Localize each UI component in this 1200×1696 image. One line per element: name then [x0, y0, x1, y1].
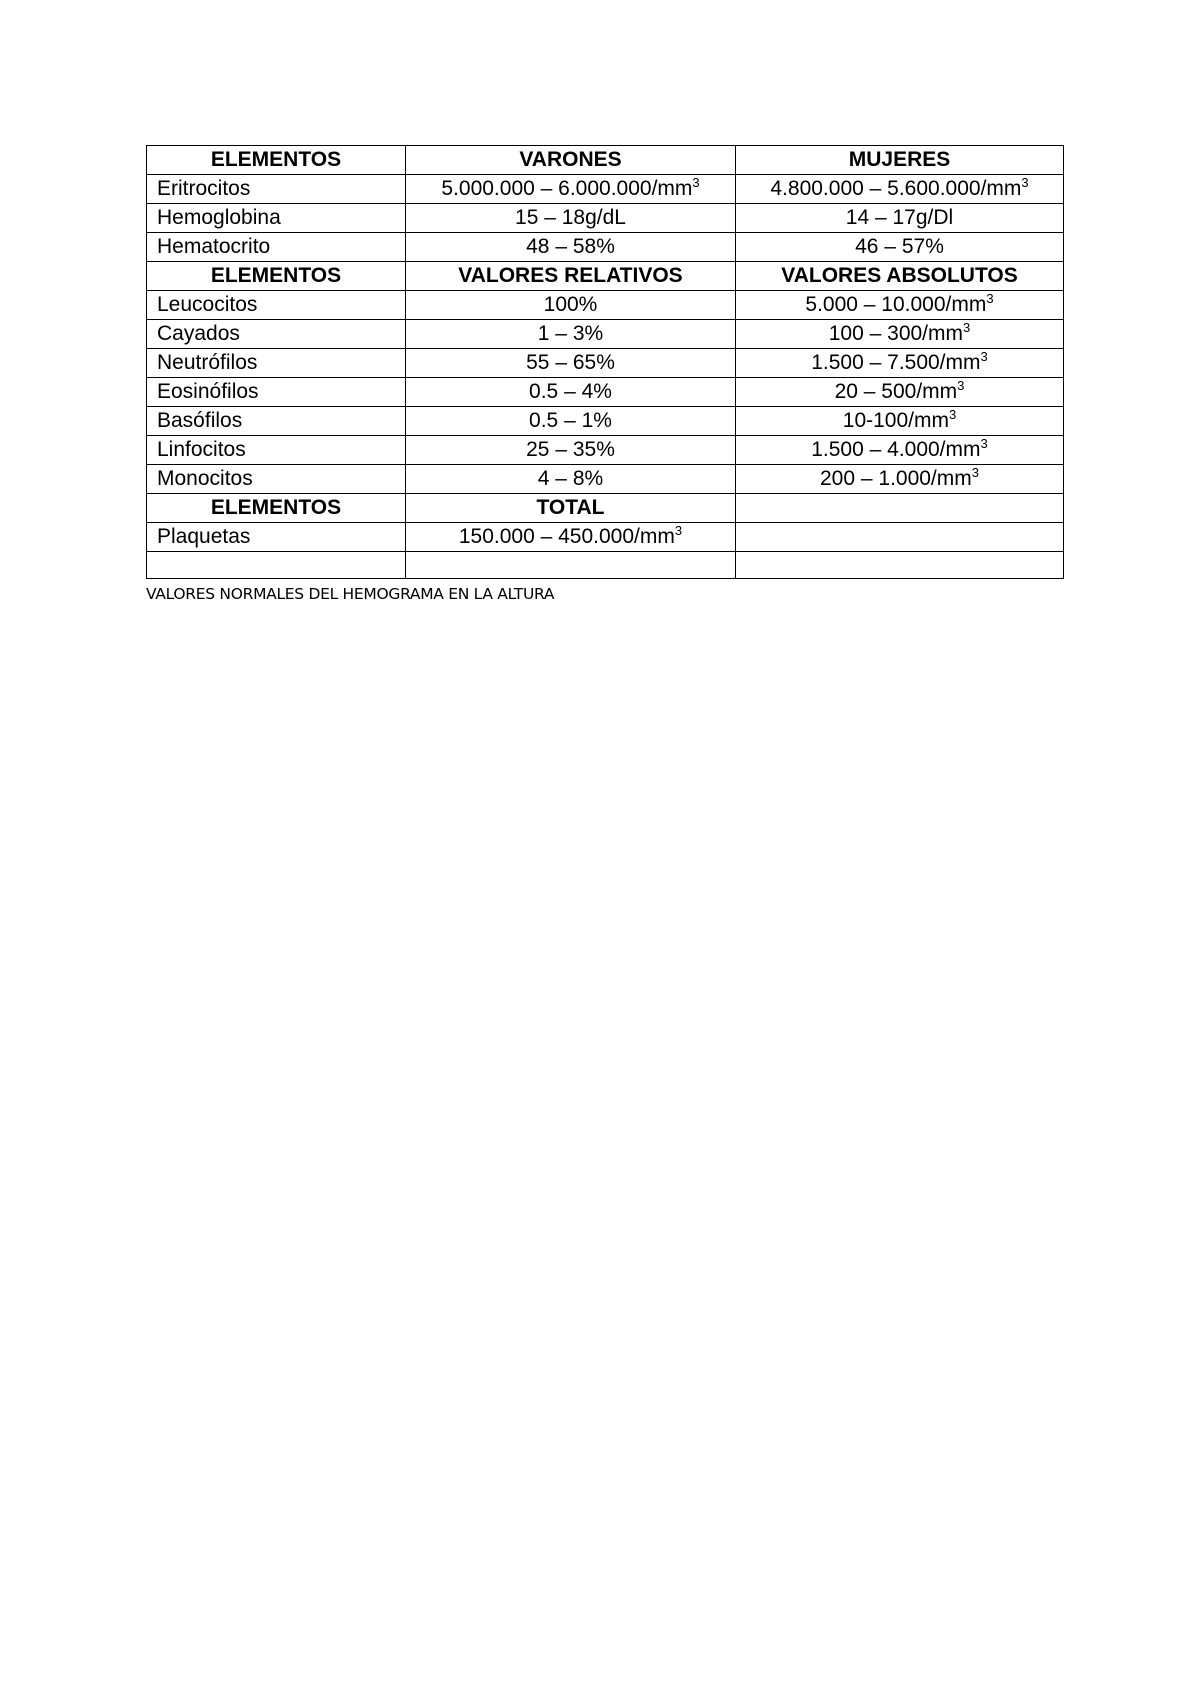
element-name-cell: Neutrófilos: [147, 349, 406, 378]
value-cell: $20 - 500/mm^3$: [736, 378, 1064, 407]
value-cell: 48 – 58%: [406, 233, 736, 262]
superscript: 3: [692, 175, 700, 190]
header-cell: VARONES: [406, 146, 736, 175]
header-cell: ELEMENTOS: [147, 146, 406, 175]
header-cell: VALORES ABSOLUTOS: [736, 262, 1064, 291]
table-row: [147, 291, 1064, 320]
table-header-row: [147, 494, 1064, 523]
table-caption: VALORES NORMALES DEL HEMOGRAMA EN LA ALTURA: [146, 585, 555, 603]
table-row: [147, 465, 1064, 494]
superscript: 3: [986, 291, 994, 306]
value-cell: 100%: [406, 291, 736, 320]
value-cell: $1.500 - 4.000/mm^3$: [736, 436, 1064, 465]
value-cell: $1.500 - 7.500/mm^3$: [736, 349, 1064, 378]
element-name-cell: Leucocitos: [147, 291, 406, 320]
superscript: 3: [963, 320, 971, 335]
table-header-row: [147, 146, 1064, 175]
superscript: 3: [948, 407, 957, 422]
superscript: 3: [957, 378, 965, 393]
table-row: [147, 320, 1064, 349]
empty-cell: [147, 552, 406, 579]
value-cell: $150.000 - 450.000/mm^3$: [406, 523, 736, 552]
header-cell: MUJERES: [736, 146, 1064, 175]
value-cell: 0.5 – 1%: [406, 407, 736, 436]
value-cell: $100 - 300/mm^3$: [736, 320, 1064, 349]
element-name-cell: Cayados: [147, 320, 406, 349]
value-cell: $10-100/mm^3$: [736, 407, 1064, 436]
value-cell: 25 – 35%: [406, 436, 736, 465]
table-row: [147, 523, 1064, 552]
element-name-cell: Eosinófilos: [147, 378, 406, 407]
value-cell: $4.800.000 - 5.600.000/mm^3$: [736, 175, 1064, 204]
hemogram-table: [146, 145, 1064, 579]
value-cell: 55 – 65%: [406, 349, 736, 378]
table-row: [147, 378, 1064, 407]
empty-row: [147, 552, 1064, 579]
value-cell: $5.000.000 - 6.000.000/mm^3$: [406, 175, 736, 204]
value-cell: 0.5 – 4%: [406, 378, 736, 407]
table-row: [147, 175, 1064, 204]
element-name-cell: Monocitos: [147, 465, 406, 494]
value-cell: 4 – 8%: [406, 465, 736, 494]
header-cell: ELEMENTOS: [147, 262, 406, 291]
header-cell: TOTAL: [406, 494, 736, 523]
value-cell: 15 – 18g/dL: [406, 204, 736, 233]
table-row: [147, 436, 1064, 465]
superscript: 3: [980, 436, 988, 451]
value-cell: 46 – 57%: [736, 233, 1064, 262]
element-name-cell: Eritrocitos: [147, 175, 406, 204]
table-row: [147, 204, 1064, 233]
element-name-cell: Hemoglobina: [147, 204, 406, 233]
superscript: 3: [1021, 175, 1029, 190]
header-cell: [736, 494, 1064, 523]
empty-cell: [736, 552, 1064, 579]
empty-cell: [406, 552, 736, 579]
value-cell: 14 – 17g/Dl: [736, 204, 1064, 233]
table-row: [147, 349, 1064, 378]
table-header-row: [147, 262, 1064, 291]
table-row: [147, 407, 1064, 436]
element-name-cell: Basófilos: [147, 407, 406, 436]
value-cell: $200 - 1.000/mm^3$: [736, 465, 1064, 494]
element-name-cell: Linfocitos: [147, 436, 406, 465]
value-cell: [736, 523, 1064, 552]
superscript: 3: [980, 349, 988, 364]
element-name-cell: Hematocrito: [147, 233, 406, 262]
element-name-cell: Plaquetas: [147, 523, 406, 552]
table-row: [147, 233, 1064, 262]
header-cell: ELEMENTOS: [147, 494, 406, 523]
value-cell: $5.000 - 10.000/mm^3$: [736, 291, 1064, 320]
superscript: 3: [971, 465, 979, 480]
superscript: 3: [674, 523, 683, 538]
header-cell: VALORES RELATIVOS: [406, 262, 736, 291]
value-cell: 1 – 3%: [406, 320, 736, 349]
